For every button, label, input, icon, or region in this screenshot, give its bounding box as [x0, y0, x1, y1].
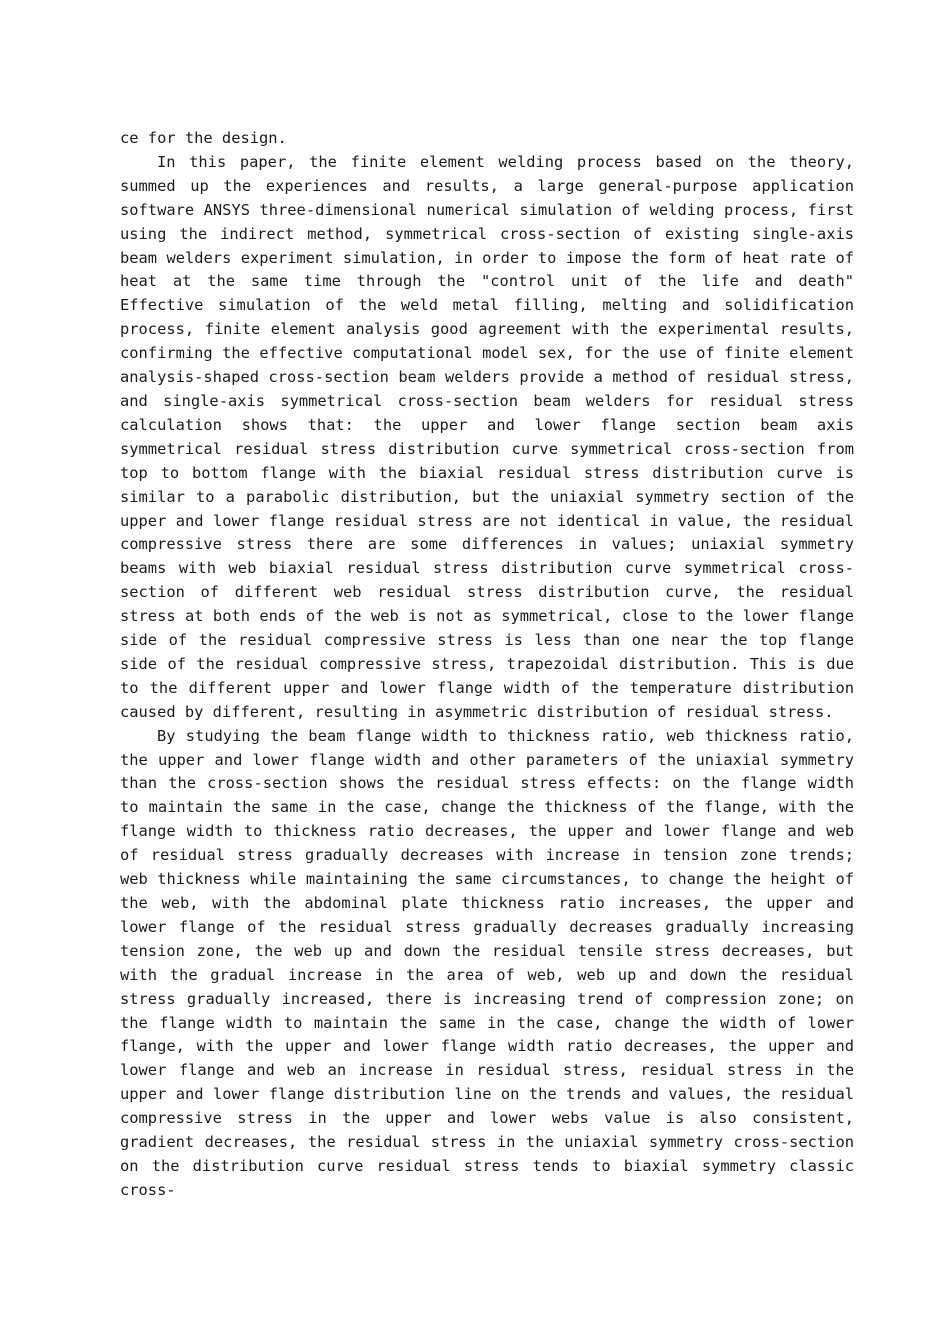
paragraph-continuation: ce for the design. [120, 129, 287, 147]
document-page [120, 127, 854, 1203]
paragraph-parameter-study: By studying the beam flange width to thickness ratio, web thickness ratio, the upper and lower flange width and other parameters of the uniaxial symmetry than the cross-section shows the residual stress effects: on the flange width to maintain the same in the case, change the thickness of the flange, with the flange width to thickness ratio decreases, the upper and lower flange and web of residual stress gradually decreases with increase in tension zone trends; web thickness while maintaining the same circumstances, to change the height of the web, with the abdominal plate thickness ratio increases, the upper and lower flange of the residual stress gradually decreases gradually increasing tension zone, the web up and down the residual tensile stress decreases, but with the gradual increase in the area of web, web up and down the residual stress gradually increased, there is increasing trend of compression zone; on the flange width to maintain the same in the case, change the width of lower flange, with the upper and lower flange width ratio decreases, the upper and lower flange and web an increase in residual stress, residual stress in the upper and lower flange distribution line on the trends and values, the residual compressive stress in the upper and lower webs value is also consistent, gradient decreases, the residual stress in the uniaxial symmetry cross-section on the distribution curve residual stress tends to biaxial symmetry classic cross- [120, 726, 854, 1199]
paragraph-simulation-summary: In this paper, the finite element welding process based on the theory, summed up the experiences and results, a large general-purpose application software ANSYS three-dimensional numerical simulation of welding process, first using the indirect method, symmetrical cross-section of existing single-axis beam welders experiment simulation, in order to impose the form of heat rate of heat at the same time through the "control unit of the life and death" Effective simulation of the weld metal filling, melting and solidification process, finite element analysis good agreement with the experimental results, confirming the effective computational model sex, for the use of finite element analysis-shaped cross-section beam welders provide a method of residual stress, and single-axis symmetrical cross-section beam welders for residual stress calculation shows that: the upper and lower flange section beam axis symmetrical residual stress distribution curve symmetrical cross-section from top to bottom flange with the biaxial residual stress distribution curve is similar to a parabolic distribution, but the uniaxial symmetry section of the upper and lower flange residual stress are not identical in value, the residual compressive stress there are some differences in values; uniaxial symmetry beams with web biaxial residual stress distribution curve symmetrical cross-section of different web residual stress distribution curve, the residual stress at both ends of the web is not as symmetrical, close to the lower flange side of the residual compressive stress is less than one near the top flange side of the residual compressive stress, trapezoidal distribution. This is due to the different upper and lower flange width of the temperature distribution caused by different, resulting in asymmetric distribution of residual stress. [120, 152, 854, 721]
